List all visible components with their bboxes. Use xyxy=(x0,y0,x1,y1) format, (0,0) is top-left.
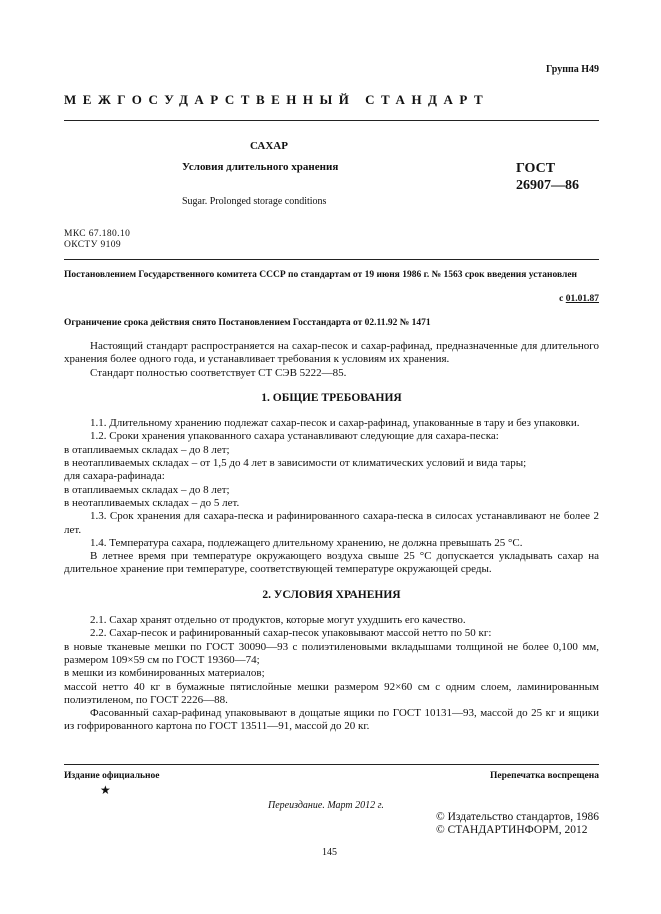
footer-divider xyxy=(64,764,599,765)
paragraph-1-4: 1.4. Температура сахара, подлежащего длительному хранению, не должна превышать 25 °С. xyxy=(90,536,523,549)
section-1-heading: 1. ОБЩИЕ ТРЕБОВАНИЯ xyxy=(261,391,402,404)
reissue-note: Переиздание. Март 2012 г. xyxy=(268,800,384,811)
standard-banner: МЕЖГОСУДАРСТВЕННЫЙ СТАНДАРТ xyxy=(64,92,490,107)
list-item: в отапливаемых складах – до 8 лет; xyxy=(64,483,230,496)
list-item: для сахара-рафинада: xyxy=(64,470,165,483)
limit-note: Ограничение срока действия снято Постановлением Госстандарта от 02.11.92 № 1471 xyxy=(64,318,431,328)
copyright-line: © Издательство стандартов, 1986 xyxy=(435,811,599,823)
intro-paragraph: Настоящий стандарт распространяется на сахар-песок и сахар-рафинад, предназначенные для длительного хранения более одного года, и устанавливает требования к условиям их хранения. xyxy=(64,340,599,366)
list-item: в новые тканевые мешки по ГОСТ 30090—93 с полиэтиленовыми вкладышами толщиной не более 0,100 мм, размером 109×59 см по ГОСТ 19360—74; xyxy=(64,640,599,666)
mks-code: МКС 67.180.10 xyxy=(64,229,131,239)
official-edition: Издание официальное xyxy=(64,771,160,781)
document-title: САХАР xyxy=(250,140,288,152)
list-item: в неотапливаемых складах – до 5 лет. xyxy=(64,496,240,509)
effective-prefix: с xyxy=(559,294,564,304)
list-item: в неотапливаемых складах – от 1,5 до 4 лет в зависимости от климатических условий и вида тары; xyxy=(64,457,527,470)
list-item: в отапливаемых складах – до 8 лет; xyxy=(64,443,230,456)
group-label: Группа Н49 xyxy=(546,64,599,75)
okstu-code: ОКСТУ 9109 xyxy=(64,240,122,250)
decree-text: Постановлением Государственного комитета СССР по стандартам от 19 июня 1986 г. № 1563 срок введения установлен xyxy=(64,270,578,280)
intro-paragraph: Стандарт полностью соответствует СТ СЭВ 5222—85. xyxy=(90,366,347,379)
list-item: в мешки из комбинированных материалов; xyxy=(64,667,265,680)
gost-label: ГОСТ xyxy=(516,161,556,176)
copyright-block xyxy=(436,811,599,837)
gost-designation xyxy=(516,160,579,194)
paragraph-2-1: 2.1. Сахар хранят отдельно от продуктов, которые могут ухудшить его качество. xyxy=(90,614,466,627)
paragraph-1-4-note: В летнее время при температуре окружающего воздуха свыше 25 °С допускается укладывать сахар на длительное хранение при температуре, соответствующей температуре окружающей среды. xyxy=(64,550,599,576)
paragraph-1-3: 1.3. Срок хранения для сахара-песка и рафинированного сахара-песка в силосах устанавливают не более 2 лет. xyxy=(64,510,599,536)
paragraph-1-2: 1.2. Сроки хранения упакованного сахара устанавливают следующие для сахара-песка: xyxy=(90,430,499,443)
copyright-line: © СТАНДАРТИНФОРМ, 2012 xyxy=(435,824,588,836)
document-body xyxy=(64,340,599,734)
effective-date-value: 01.01.87 xyxy=(565,294,599,304)
document-subtitle: Условия длительного хранения xyxy=(182,161,339,173)
gost-number: 26907—86 xyxy=(516,178,579,193)
classification-codes xyxy=(64,229,130,251)
list-item: массой нетто 40 кг в бумажные пятислойные мешки размером 92×60 см с одним слоем, ламинированным полиэтиленом, по ГОСТ 2226—88. xyxy=(64,680,599,706)
paragraph-2-2: 2.2. Сахар-песок и рафинированный сахар-песок упаковывают массой нетто по 50 кг: xyxy=(90,627,492,640)
reprint-notice: Перепечатка воспрещена xyxy=(489,771,599,781)
codes-divider xyxy=(64,259,599,260)
paragraph-2-packaging: Фасованный сахар-рафинад упаковывают в дощатые ящики по ГОСТ 10131—93, массой до 25 кг и ящики из гофрированного картона по ГОСТ 13511—91, массой до 20 кг. xyxy=(64,707,599,733)
effective-date xyxy=(559,294,599,304)
top-divider xyxy=(64,120,599,121)
paragraph-1-1: 1.1. Длительному хранению подлежат сахар-песок и сахар-рафинад, упакованные в тару и без упаковки. xyxy=(90,417,580,430)
page-number: 145 xyxy=(322,847,337,858)
english-title: Sugar. Prolonged storage conditions xyxy=(182,196,327,207)
star-icon: ★ xyxy=(100,783,111,797)
section-2-heading: 2. УСЛОВИЯ ХРАНЕНИЯ xyxy=(262,588,401,601)
